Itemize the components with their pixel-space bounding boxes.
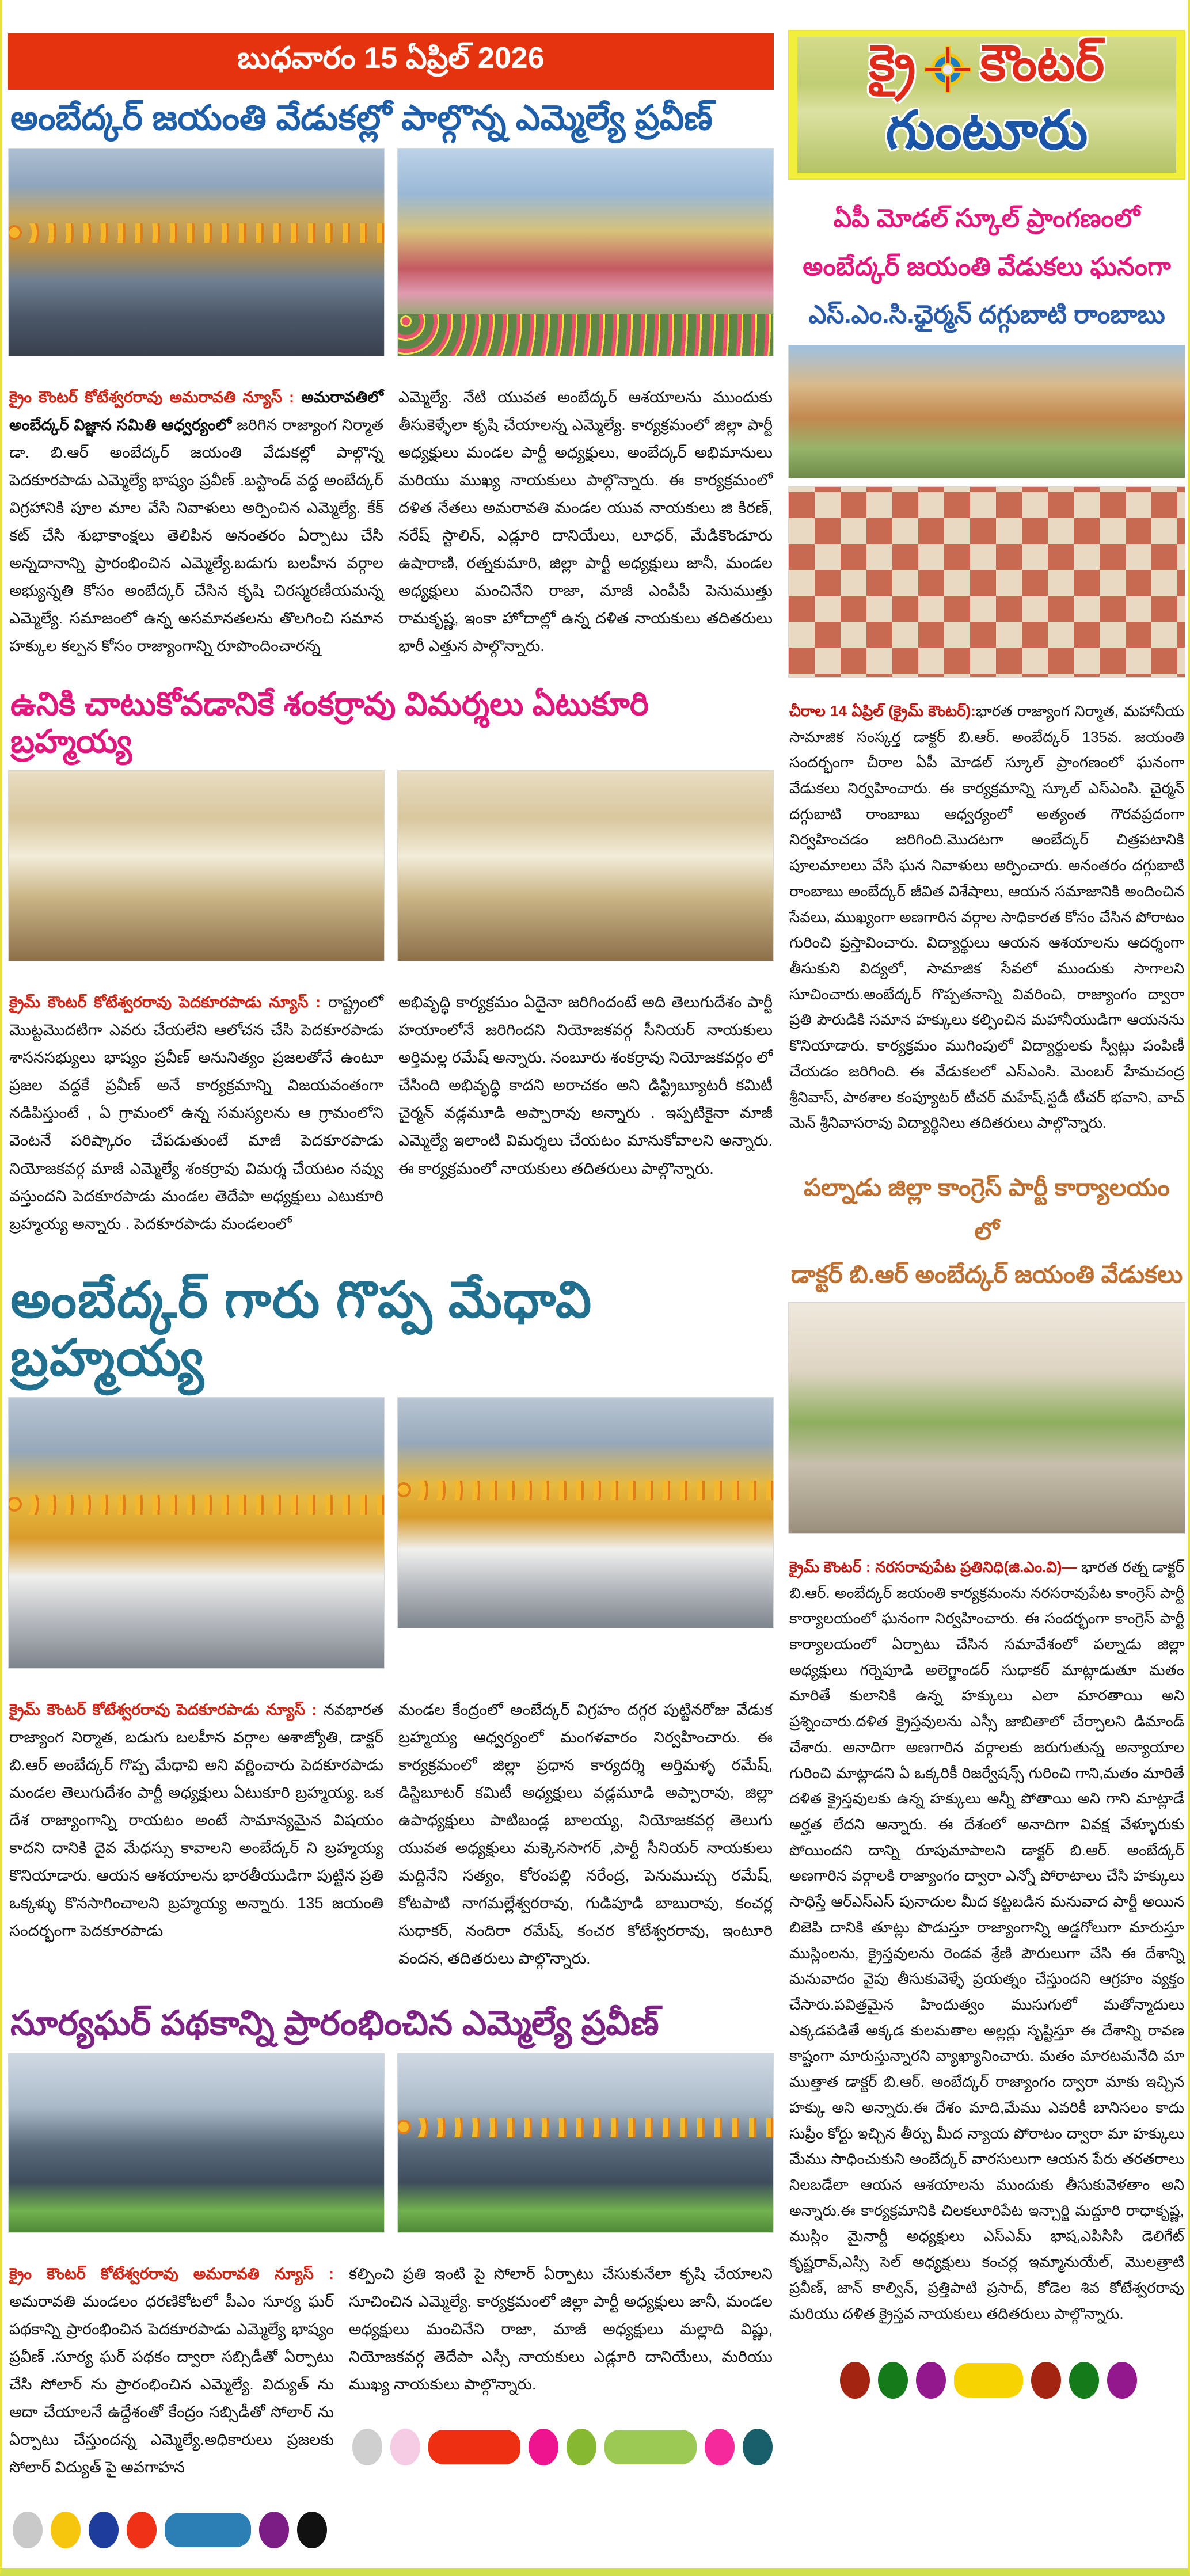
- article4-col1-wrap: [9, 2244, 334, 2566]
- congress-dateline: క్రైమ్ కౌంటర్ : నరసరావుపేట ప్రతినిధి(జి.ఎం.వి)—: [789, 1558, 1082, 1576]
- decor-dot-red: [127, 2512, 157, 2548]
- garland-decoration: [9, 223, 384, 243]
- photo-classroom-checker-floor: [788, 486, 1185, 678]
- decor-pill-steelblue: [165, 2513, 251, 2547]
- article2-photos: [8, 770, 774, 961]
- article3-photos: [8, 1397, 774, 1669]
- right-intro-headline: [788, 180, 1185, 345]
- decor-dot-yellow: [51, 2512, 81, 2548]
- spacer: [788, 478, 1185, 486]
- side-column: [788, 0, 1185, 2568]
- article3-lead: క్రైమ్ కౌంటర్ కోటేశ్వరరావు పెదకూరపాడు న్యూస్ :: [9, 1701, 324, 1719]
- decor-dot-purple: [1107, 2362, 1137, 2399]
- decor-dot-green: [567, 2429, 596, 2465]
- chirala-dateline: చీరాల 14 ఏప్రిల్ (క్రైమ్ కౌంటర్):: [789, 702, 976, 720]
- photo-solar-panels-group: [397, 2053, 774, 2233]
- article2-headline: ఉనికి చాటుకోవడానికే శంకర్రావు విమర్శలు ఏటుకూరి బ్రహ్మయ్య: [10, 686, 649, 759]
- article4-text: [8, 2241, 774, 2568]
- decor-dot-magenta: [529, 2429, 558, 2465]
- chirala-body: భారత రాజ్యాంగ నిర్మాత, మహానీయ సామాజిక సంస్కర్త డాక్టర్ బి.ఆర్. అంబేద్కర్ 135వ. జయంతి సందర్భంగా చీరాల ఏపీ మోడల్ స్కూల్ ప్రాంగణంలో ఘనంగా వేడుకలు నిర్వహించారు. ఈ కార్యక్రమాన్ని స్కూల్ ఎస్ఎంసి. చైర్మన్ దగ్గుబాటి రాంబాబు ఆధ్వర్యంలో అత్యంత గౌరవప్రదంగా నిర్వహించడం జరిగింది.మొదటగా అంబేద్కర్ చిత్రపటానికి పూలమాలలు వేసి ఘన నివాళులు అర్పించారు. అనంతరం దగ్గుబాటి రాంబాబు అంబేద్కర్ జీవిత విశేషాలు, ఆయన సమాజానికి అందించిన సేవలు, ముఖ్యంగా అణగారిన వర్గాల సాధికారత కోసం చేసిన పోరాటం గురించి ప్రస్తావించారు. విద్యార్థులు ఆయన ఆశయాలను ఆదర్శంగా తీసుకుని విద్యలో, సామాజిక సేవలో ముందుకు సాగాలని సూచించారు.అంబేద్కర్ గొప్పతనాన్ని వివరించి, రాజ్యాంగం ద్వారా ప్రతి పౌరుడికి సమాన హక్కులు కల్పించిన మహానీయుడిగా ఆయనను కొనియాడారు. కార్యక్రమం ముగింపులో విద్యార్థులకు స్వీట్లు పంపిణీ చేయడం జరిగింది. ఈ వేడుకలలో ఎస్ఎంసి. మెంబర్ హేమచంద్ర శ్రీనివాస్, పాఠశాల కంప్యూటర్ టీచర్ మహేష్,స్టడీ టీచర్ భవాని, వాచ్ మెన్ శ్రీనివాసరావు విద్యార్థినిలు తదితరులు పాల్గొన్నారు.: [789, 702, 1184, 1132]
- decor-pill-red: [428, 2430, 520, 2464]
- article2-lead: క్రైమ్ కౌంటర్ కోటేశ్వరరావు పెదకూరపాడు న్యూస్ :: [9, 994, 328, 1011]
- article1-text: [8, 364, 774, 678]
- article3-col1: [9, 1696, 383, 1972]
- congress-article: [788, 1548, 1185, 2333]
- article2-col1: [9, 988, 383, 1237]
- article1-headline: అంబేద్కర్ జయంతి వేడుకల్లో పాల్గొన్న ఎమ్మెల్యే ప్రవీణ్: [10, 98, 713, 137]
- date-text: బుధవారం 15 ఏప్రిల్ 2026: [237, 41, 545, 75]
- article3-headline: అంబేద్కర్ గారు గొప్ప మేధావి బ్రహ్మయ్య: [10, 1270, 593, 1386]
- article3-text: [8, 1677, 774, 1990]
- article2-text: [8, 969, 774, 1255]
- main-column: [8, 0, 774, 2568]
- color-dots-left: [9, 2497, 334, 2566]
- article4-lead: క్రైం కౌంటర్ కోటేశ్వరరావు అమరావతి న్యూస్ :: [9, 2265, 334, 2282]
- article1-col2: ఎమ్మెల్యే. నేటి యువత అంబేద్కర్ ఆశయాలను ముందుకు తీసుకెళ్ళేలా కృషి చేయాలన్న ఎమ్మెల్యే. కార్యక్రమంలో జిల్లా పార్టీ అధ్యక్షులు మండల పార్టీ అధ్యక్షులు, అంబేద్కర్ అభిమానులు మరియు ముఖ్య నాయకులు పాల్గొన్నారు. ఈ కార్యక్రమంలో దళిత నేతలు అమరావతి మండల యువ నాయకులు జి కిరణ్, నరేష్ స్టాలిన్, ఎడ్లూరి దానియేలు, లూధర్, మేడికొండూరు ఉషారాణి, రత్నకుమారి, జిల్లా పార్టీ అధ్యక్షులు జానీ, మండల అధ్యక్షులు మంచినేని రాజా, మాజీ ఎంపీపీ పెనుముత్తు రామకృష్ణ, ఇంకా హోదాల్లో ఉన్న దళిత నాయకులు తదితరులు భారీ ఎత్తున పాల్గొన్నారు.: [398, 389, 773, 655]
- article4-col1: [9, 2260, 334, 2481]
- color-dots-right: [788, 2347, 1185, 2416]
- article1-col1: [9, 383, 383, 660]
- article4-col1-body: అమరావతి మండలం ధరణికోటలో పీఎం సూర్య ఘర్ పథకాన్ని ప్రారంభించిన పెదకూరపాడు ఎమ్మెల్యే భాష్యం ప్రవీణ్ .సూర్య ఘర్ పథకం ద్వారా సబ్సిడీతో ఏర్పాటు చేసి సోలార్ ను ప్రారంభించిన ఎమ్మెల్యే. విద్యుత్ ను ఆదా చేయాలనే ఉద్దేశంతో కేంద్రం సబ్సిడీతో సోలార్ ను ఏర్పాటు చేస్తుందన్న ఎమ్మెల్యే.అధికారులు ప్రజలకు సోలార్ విద్యుత్ పై అవగాహన: [9, 2292, 334, 2476]
- intro-line3: ఎస్.ఎం.సి.ఛైర్మన్ దగ్గుబాటి రాంబాబు: [808, 300, 1165, 329]
- decor-dot-darkred: [840, 2362, 870, 2399]
- logo-city-name: గుంటూరు: [885, 101, 1088, 160]
- decor-dot-gray: [13, 2512, 43, 2548]
- decor-dot-darkred: [1031, 2362, 1061, 2399]
- chirala-article: [788, 692, 1185, 1141]
- article2-col1-body: రాష్ట్రంలో మొట్టమొదటిగా ఎవరు చేయలేని ఆలోచన చేసి పెదకూరపాడు శాసనసభ్యులు భాష్యం ప్రవీణ్ అనునిత్యం ప్రజలతోనే ఉంటూ ప్రజల వద్దకే ప్రవీణ్ అనే కార్యక్రమాన్ని విజయవంతంగా నడిపిస్తుంటే , ఏ గ్రామంలో ఉన్న సమస్యలను ఆ గ్రామంలోని వెంటనే పరిష్కారం చేపడుతుంటే మాజీ పెదకూరపాడు నియోజకవర్గ మాజీ ఎమ్మెల్యే శంకర్రావు విమర్శ చేయటం నవ్వు వస్తుందని పెదకూరపాడు మండల తెదేపా అధ్యక్షులు ఎటుకూరి బ్రహ్మయ్య అన్నారు . పెదకూరపాడు మండలంలో: [9, 994, 383, 1232]
- logo-title-row: [869, 35, 1104, 104]
- garland-decoration: [398, 1481, 773, 1500]
- decor-dot-purple: [916, 2362, 946, 2399]
- page-layout: [8, 0, 1183, 2568]
- decor-pill-lightgreen: [604, 2430, 697, 2464]
- decor-dot-black: [297, 2512, 327, 2548]
- congress-headline-line2: డాక్టర్ బి.ఆర్ అంబేద్కర్ జయంతి వేడుకలు: [790, 1261, 1183, 1288]
- photo-solar-launch-ribbon: [8, 2053, 385, 2233]
- congress-headline: [788, 1156, 1185, 1302]
- article2-col2: అభివృద్ధి కార్యక్రమం ఏదైనా జరిగిందంటే అది తెలుగుదేశం పార్టీ హయాంలోనే జరిగిందని నియోజకవర్గ సీనియర్ నాయకులు అర్తిమల్ల రమేష్ అన్నారు. నంబూరు శంకర్రావు నియోజకవర్గం లో చేసింది అభివృద్ధి కాదని అరాచకం అని డిస్ట్రిబ్యూటరీ కమిటీ చైర్మన్ వడ్లమూడి అప్పారావు అన్నారు . ఇప్పటికైనా మాజీ ఎమ్మెల్యే ఇలాంటి విమర్శలు చేయటం మానుకోవాలని అన్నారు. ఈ కార్యక్రమంలో నాయకులు తదితరులు పాల్గొన్నారు.: [398, 994, 773, 1177]
- decor-dot-pink: [390, 2429, 420, 2465]
- decor-dot-gray: [352, 2429, 382, 2465]
- article1-bold-intro: అమరావతిలో అంబేద్కర్ విజ్ఞాన సమితి ఆధ్వర్యంలో: [9, 389, 383, 434]
- intro-line2: అంబేద్కర్ జయంతి వేడుకలు ఘనంగా: [803, 252, 1171, 281]
- photo-congress-office-posters: [788, 1302, 1185, 1534]
- date-banner: [8, 33, 774, 90]
- decor-dot-purple: [259, 2512, 289, 2548]
- congress-headline-line1: పల్నాడు జిల్లా కాంగ్రెస్ పార్టీ కార్యాలయం లో: [804, 1174, 1170, 1245]
- photo-ambedkar-statue-crowd: [8, 148, 385, 356]
- garland-decoration: [9, 1495, 384, 1515]
- decor-dot-magenta: [705, 2429, 735, 2465]
- decor-dot-blue: [89, 2512, 119, 2548]
- article3-col2: మండల కేంద్రంలో అంబేద్కర్ విగ్రహం దగ్గర పుట్టినరోజు వేడుక బ్రహ్మయ్య ఆధ్వర్యంలో మంగళవారం నిర్వహించారు. ఈ కార్యక్రమంలో జిల్లా ప్రధాన కార్యదర్శి అర్తిమళ్ళ రమేష్, డిస్టిబూటర్ కమిటీ అధ్యక్షులు వడ్లమూడి అప్పారావు, జిల్లా ఉపాధ్యక్షులు పాటిబండ్ల బాలయ్య, నియోజకవర్గ తెలుగు యువత అధ్యక్షులు మక్కెనసాగర్ ,పార్టీ సీనియర్ నాయకులు మద్దినేని సత్యం, కోరంపల్లి నరేంద్ర, పెనుముచ్చు రమేష్, కోటపాటి నాగమల్లేశ్వరరావు, గుడిపూడి బాబురావు, కంచర్ల సుధాకర్, నందిరా రమేష్, కంచర కోటేశ్వరరావు, ఇంటూరి వందన, తదితరులు పాల్గొన్నారు.: [398, 1701, 773, 1968]
- logo-word-counter: కౌంటర్: [980, 36, 1105, 91]
- article1-lead: క్రైం కౌంటర్ కోటేశ్వరరావు అమరావతి న్యూస్ :: [9, 389, 302, 406]
- article4-headline: సూర్యఘర్ పథకాన్ని ప్రారంభించిన ఎమ్మెల్యే ప్రవీణ్: [10, 2003, 659, 2042]
- decor-dot-darkgreen: [1069, 2362, 1099, 2399]
- masthead-logo: [788, 30, 1185, 180]
- photo-meeting-room-left: [8, 770, 385, 961]
- photo-garlanded-leaders-stage-left: [8, 1397, 385, 1669]
- garland-decoration: [398, 2118, 773, 2137]
- intro-line1: ఏపీ మోడల్ స్కూల్ ప్రాంగణంలో: [833, 204, 1140, 233]
- article4-col2: కల్పించి ప్రతి ఇంటి పై సోలార్ ఏర్పాటు చేసుకునేలా కృషి చేయాలని సూచించిన ఎమ్మెల్యే. కార్యక్రమంలో జిల్లా పార్టీ అధ్యక్షులు జానీ, మండల అధ్యక్షులు మంచినేని రాజా, మాజీ అధ్యక్షులు మల్లాది విష్ణు, నియోజకవర్గ తెదేపా ఎస్సీ నాయకులు ఎడ్లూరి దానియేలు, మరియు ముఖ్య నాయకులు పాల్గొన్నారు.: [349, 2265, 773, 2393]
- congress-body: భారత రత్న డాక్టర్ బి.ఆర్. అంబేద్కర్ జయంతి కార్యక్రమంను నరసరావుపేట కాంగ్రెస్ పార్టీ కార్యాలయంలో ఘనంగా నిర్వహించారు. ఈ సందర్భంగా కాంగ్రెస్ పార్టీ కార్యాలయంలో ఏర్పాటు చేసిన సమావేశంలో పల్నాడు జిల్లా అధ్యక్షులు గర్నెపూడి అలెగ్జాండర్ సుధాకర్ మాట్లాడుతూ మతం మారితే కులానికి ఉన్న హక్కులు ఎలా మారతాయి అని ప్రశ్నించారు.దళిత క్రైస్తవులను ఎస్సీ జాబితాలో చేర్చాలని డిమాండ్ చేశారు. అనాదిగా అణగారిన వర్గాలకు జరుగుతున్న అన్యాయాల గురించి మాట్లాడని ఏ ఒక్కరికీ రిజర్వేషన్స్ గురించి గాని,మతం మారితే దళిత క్రైస్తవులకు ఉన్న హక్కులు అన్నీ పోతాయి అని గాని మాట్లాడే అర్హత లేదని అన్నారు. ఈ దేశంలో అనాదిగా వివక్ష వేళ్ళూరుకు పోయిందని దాన్ని రూపుమాపాలని డాక్టర్ బి.ఆర్. అంబేద్కర్ అణగారిన వర్గాలకి రాజ్యాంగం ద్వారా ఎన్నో పోరాటాలు చేసి హక్కులు సాధిస్తే ఆర్ఎస్ఎస్ పునాదుల మీద కట్టబడిన మనువాద పార్టీ అయిన బిజెపి దానికి తూట్లు పొడుస్తూ రాజ్యాంగాన్ని అడ్డగోలుగా మారుస్తూ ముస్లింలను, క్రైస్తవులను రెండవ శ్రేణి పౌరులుగా చేసి ఈ దేశాన్ని మనువాదం వైపు తీసుకువెళ్ళే ప్రయత్నం చేస్తుందని ఆగ్రహం వ్యక్తం చేసారు.పవిత్రమైన హిందుత్వం ముసుగులో మతోన్మాదులు ఎక్కడపడితే అక్కడ కులమతాల అల్లర్లు సృష్టిస్తూ ఈ దేశాన్ని రావణ కాష్టంగా మారుస్తున్నారని వ్యాఖ్యానించారు. మతం మారటమనేది మా ముత్తాత డాక్టర్ బి.ఆర్. అంబేద్కర్ రాజ్యాంగం ద్వారా మాకు ఇచ్చిన హక్కు అని అన్నారు.ఈ దేశం మాది,మేము ఎవరికీ బానిసలం కాదు సుప్రీం కోర్టు ఇచ్చిన తీర్పు మీద న్యాయ పోరాటం ద్వారా మా హక్కులు మేము సాధించుకుని అంబేద్కర్ వారసులుగా ఆయన పేరు తరతరాలు నిలబడేలా ఆయన ఆశయాలను ముందుకు తీసుకువెళతాం అని అన్నారు.ఈ కార్యక్రమానికి చిలకలూరిపేట ఇన్చార్జి మద్దూరి రాధాకృష్ణ, ముస్లిం మైనార్టీ అధ్యక్షులు ఎస్ఎమ్ భాష,ఎపిసిసి డెలిగేట్ కృష్ణరావ్,ఎస్సి సెల్ అధ్యక్షులు కంచర్ల ఇమ్మానుయేల్, మొలత్రాటి ప్రవీణ్, జాన్ కాల్విన్, ప్రత్తిపాటి ప్రసాద్, కోడెల శివ కోటేశ్వరరావు మరియు దళిత క్రైస్తవ నాయకులు తదితరులు పాల్గొన్నారు.: [789, 1558, 1184, 2322]
- color-dots-middle: [349, 2414, 773, 2483]
- photo-garlanded-statue-vehicle: [397, 148, 774, 356]
- decor-pill-yellow: [954, 2363, 1023, 2398]
- article4-photos: [8, 2053, 774, 2233]
- photo-garlanded-leaders-stage-right: [397, 1397, 774, 1628]
- article4-col2-wrap: [349, 2244, 773, 2566]
- photo-meeting-room-right: [397, 770, 774, 961]
- article3-col1-body: నవభారత రాజ్యాంగ నిర్మాత, బడుగు బలహీన వర్గాల ఆశాజ్యోతి, డాక్టర్ బి.ఆర్ అంబేద్కర్ గొప్ప మేధావి అని వర్ణించారు పెదకూరపాడు మండల తెలుగుదేశం పార్టీ అధ్యక్షులు ఏటుకూరి బ్రహ్మయ్య. ఒక దేశ రాజ్యాంగాన్ని రాయటం అంటే సామాన్యమైన విషయం కాదని దానికి దైవ మేధస్సు కావాలని అంబేద్కర్ ని బ్రహ్మయ్య కొనియాడారు. ఆయన ఆశయాలను భారతీయుడిగా పుట్టిన ప్రతి ఒక్కళ్ళు కొనసాగించాలని బ్రహ్మయ్య అన్నారు. 135 జయంతి సందర్భంగా పెదకూరపాడు: [9, 1701, 383, 1940]
- decor-dot-teal: [743, 2429, 773, 2465]
- decor-dot-darkgreen: [878, 2362, 908, 2399]
- crosshair-globe-icon: [923, 45, 972, 94]
- article1-col1-body: జరిగిన రాజ్యాంగ నిర్మాత డా. బి.ఆర్ అంబేద్కర్ జయంతి వేడుకల్లో పాల్గొన్న పెదకూరపాడు ఎమ్మెల్యే భాష్యం ప్రవీణ్ .బస్టాండ్ వద్ద అంబేద్కర్ విగ్రహానికి పూల మాల వేసి నివాళులు అర్పించిన ఎమ్మెల్యే. కేక్ కట్ చేసి శుభాకాంక్షలు తెలిపిన అనంతరం ఏర్పాటు చేసి అన్నదానాన్ని ప్రారంభించిన ఎమ్మెల్యే.బడుగు బలహీన వర్గాల అభ్యున్నతి కోసం అంబేద్కర్ చేసిన కృషి చిరస్మరణీయమన్న ఎమ్మెల్యే. సమాజంలో ఉన్న అసమానతలను తొలగించి సమాన హక్కుల కల్పన కోసం రాజ్యాంగాన్ని రూపొందించారన్న: [9, 416, 383, 655]
- logo-word-crime: క్రై: [869, 36, 916, 91]
- article1-photos: [8, 148, 774, 356]
- photo-school-group-outdoor: [788, 345, 1185, 478]
- flower-decoration: [398, 314, 773, 356]
